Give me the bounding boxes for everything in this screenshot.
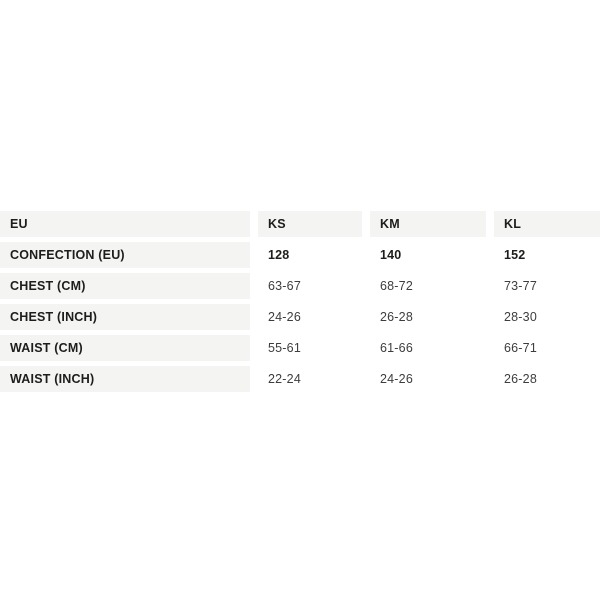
row-label-cell: WAIST (INCH) [0,366,250,392]
value-cell: 61-66 [370,335,486,361]
row-label-cell: CONFECTION (EU) [0,242,250,268]
row-label-cell: WAIST (CM) [0,335,250,361]
value-cell: 22-24 [258,366,362,392]
row-label-cell: CHEST (CM) [0,273,250,299]
value-cell: 128 [258,242,362,268]
value-cell: 68-72 [370,273,486,299]
value-cell: 63-67 [258,273,362,299]
value-cell: 140 [370,242,486,268]
value-cell: 26-28 [370,304,486,330]
column-header-ks: KS [258,211,362,237]
column-header-kl: KL [494,211,600,237]
value-cell: 24-26 [370,366,486,392]
column-header-eu: EU [0,211,250,237]
value-cell: 66-71 [494,335,600,361]
value-cell: 26-28 [494,366,600,392]
value-cell: 28-30 [494,304,600,330]
value-cell: 152 [494,242,600,268]
column-header-km: KM [370,211,486,237]
row-label-cell: CHEST (INCH) [0,304,250,330]
size-chart-table [0,211,600,392]
value-cell: 24-26 [258,304,362,330]
value-cell: 73-77 [494,273,600,299]
value-cell: 55-61 [258,335,362,361]
